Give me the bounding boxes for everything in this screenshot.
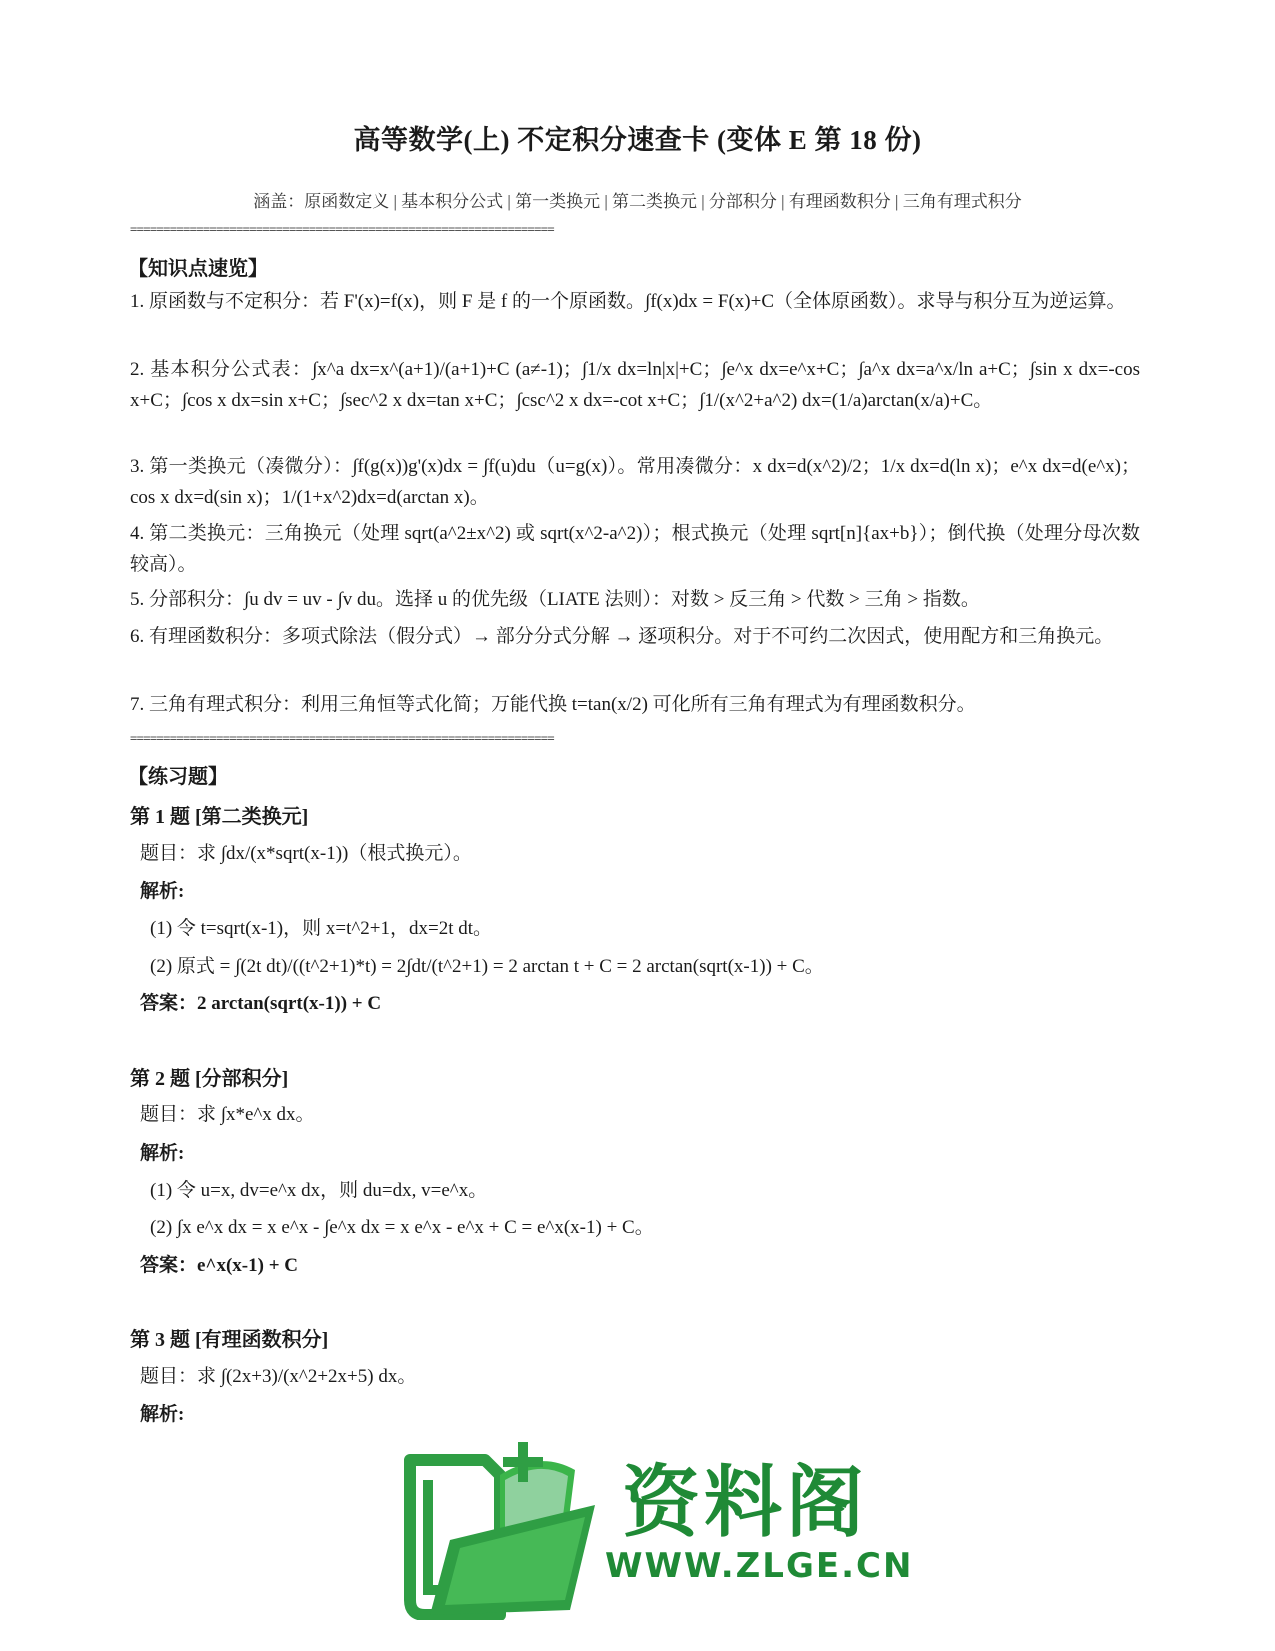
practice-heading: 【练习题】 — [128, 766, 228, 788]
question-3-title: 第 3 题 [有理函数积分] — [130, 1329, 329, 1351]
question-3-analysis-label: 解析: — [140, 1404, 185, 1425]
question-2-analysis-label: 解析: — [140, 1143, 185, 1164]
question-1-answer: 答案：2 arctan(sqrt(x-1)) + C — [140, 993, 382, 1014]
knowledge-item-4: 4. 第二类换元：三角换元（处理 sqrt(a^2±x^2) 或 sqrt(x^2-a^2)）；根式换元（处理 sqrt[n]{ax+b}）；倒代换（处理分母次数较高）。 — [130, 523, 1140, 575]
knowledge-item-6: 6. 有理函数积分：多项式除法（假分式）→ 部分分式分解 → 逐项积分。对于不可约二次因式，使用配方和三角换元。 — [130, 626, 1114, 647]
page-title: 高等数学(上) 不定积分速查卡 (变体 E 第 18 份) — [353, 125, 922, 155]
question-1-step-2: (2) 原式 = ∫(2t dt)/((t^2+1)*t) = 2∫dt/(t^2+1) = 2 arctan t + C = 2 arctan(sqrt(x-1)) + C。 — [150, 956, 824, 977]
question-2-step-1: (1) 令 u=x, dv=e^x dx，则 du=dx, v=e^x。 — [150, 1180, 488, 1201]
knowledge-item-5: 5. 分部积分：∫u dv = uv - ∫v du。选择 u 的优先级（LIATE 法则）：对数 > 反三角 > 代数 > 三角 > 指数。 — [130, 589, 980, 610]
knowledge-heading: 【知识点速览】 — [128, 258, 268, 280]
knowledge-item-3: 3. 第一类换元（凑微分）：∫f(g(x))g'(x)dx = ∫f(u)du（u=g(x)）。常用凑微分：x dx=d(x^2)/2；1/x dx=d(ln x)；e^x dx=d(e^x)；cos x dx=d(sin x)；1/(1+x^2)dx=d(arctan x)。 — [130, 456, 1140, 508]
question-2-title: 第 2 题 [分部积分] — [130, 1068, 289, 1090]
knowledge-item-2: 2. 基本积分公式表：∫x^a dx=x^(a+1)/(a+1)+C (a≠-1)；∫1/x dx=ln|x|+C；∫e^x dx=e^x+C；∫a^x dx=a^x/ln a+C；∫sin x dx=-cos x+C；∫cos x dx=sin x+C；∫sec^2 x dx=tan x+C；∫csc^2 x dx=-cot x+C；∫1/(x^2+a^2) dx=(1/a)arctan(x/a)+C。 — [130, 359, 1140, 411]
question-1-step-1: (1) 令 t=sqrt(x-1)，则 x=t^2+1，dx=2t dt。 — [150, 918, 493, 939]
open-book-folder-icon — [400, 1440, 600, 1620]
knowledge-item-7: 7. 三角有理式积分：利用三角恒等式化简；万能代换 t=tan(x/2) 可化所有三角有理式为有理函数积分。 — [130, 694, 976, 715]
watermark-logo — [400, 1440, 914, 1620]
question-2-step-2: (2) ∫x e^x dx = x e^x - ∫e^x dx = x e^x - e^x + C = e^x(x-1) + C。 — [150, 1217, 654, 1238]
separator-top: ================================================================ — [130, 222, 554, 236]
knowledge-item-1: 1. 原函数与不定积分：若 F'(x)=f(x)，则 F 是 f 的一个原函数。∫f(x)dx = F(x)+C（全体原函数）。求导与积分互为逆运算。 — [130, 291, 1126, 312]
page-subtitle: 涵盖：原函数定义 | 基本积分公式 | 第一类换元 | 第二类换元 | 分部积分 | 有理函数积分 | 三角有理式积分 — [253, 192, 1022, 211]
question-1-prompt: 题目：求 ∫dx/(x*sqrt(x-1))（根式换元）。 — [140, 843, 472, 864]
question-2-answer: 答案：e^x(x-1) + C — [140, 1255, 299, 1276]
question-1-analysis-label: 解析: — [140, 881, 185, 902]
separator-middle: ================================================================ — [130, 731, 554, 745]
watermark-brand: 资料阁 — [622, 1458, 869, 1548]
question-3-prompt: 题目：求 ∫(2x+3)/(x^2+2x+5) dx。 — [140, 1366, 417, 1387]
question-2-prompt: 题目：求 ∫x*e^x dx。 — [140, 1104, 315, 1125]
question-1-title: 第 1 题 [第二类换元] — [130, 806, 309, 828]
watermark-url: WWW.ZLGE.CN — [605, 1546, 914, 1586]
